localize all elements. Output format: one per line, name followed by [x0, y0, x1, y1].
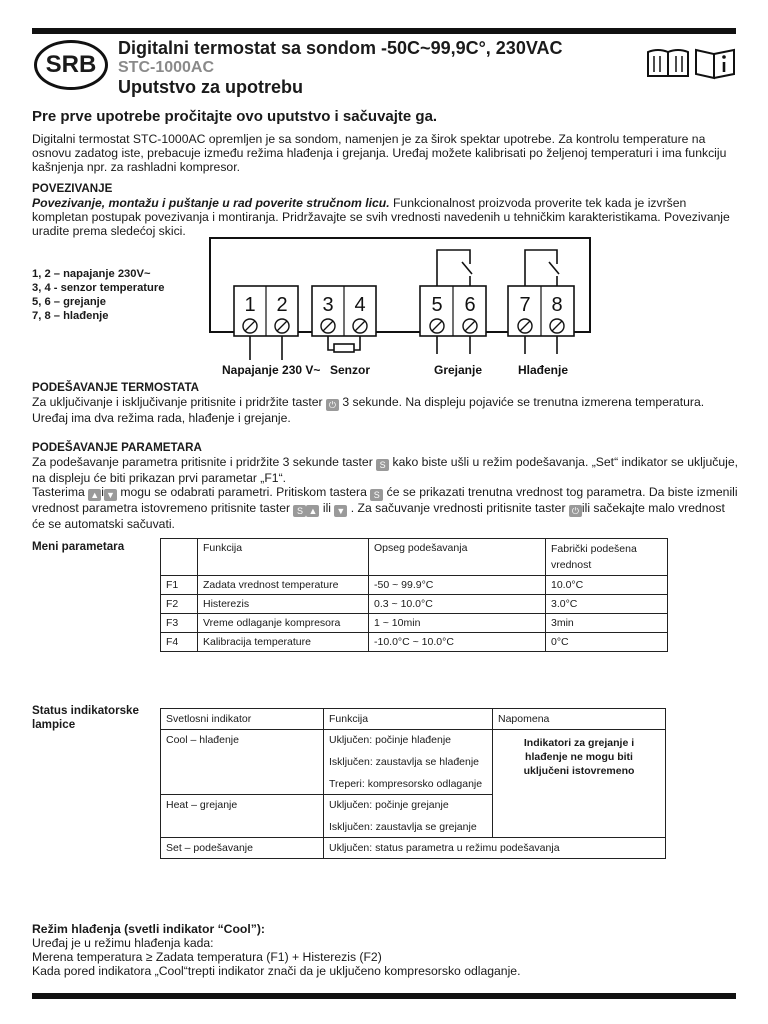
srb-logo: SRB [34, 40, 108, 90]
down-key-icon: ▼ [334, 505, 347, 517]
wiring-heading: POVEZIVANJE [32, 182, 113, 195]
table-cell: 0.3 ~ 10.0°C [369, 595, 546, 614]
table-cell: 10.0°C [546, 576, 668, 595]
table-header: Svetlosni indikator [161, 709, 324, 730]
table-cell: Vreme odlaganje kompresora [198, 614, 369, 633]
power-label: Napajanje 230 V~ [222, 363, 321, 377]
terminal-legend [32, 267, 164, 323]
terminal-number: 6 [464, 294, 476, 316]
cooling-mode-text [32, 936, 520, 978]
set-key-icon: S [376, 459, 389, 471]
parameter-menu-label: Meni parametara [32, 540, 125, 553]
table-header-row [161, 539, 668, 576]
bottom-rule [32, 993, 736, 999]
terminal-number: 4 [354, 294, 366, 316]
table-cell: Zadata vrednost temperature [198, 576, 369, 595]
table-cell: -10.0°C ~ 10.0°C [369, 633, 546, 652]
function-line: Isključen: zaustavlja se grejanje [329, 821, 477, 833]
table-cell: 3.0°C [546, 595, 668, 614]
function-line: Treperi: kompresorsko odlaganje [329, 778, 483, 790]
model-number: STC-1000AC [118, 59, 215, 76]
thermostat-setup-paragraph [32, 395, 740, 425]
terminal-number: 1 [244, 294, 256, 316]
document-subtitle: Uputstvo za upotrebu [118, 77, 303, 97]
indicator-name: Set – podešavanje [161, 838, 324, 859]
setup-text: 3 sekunde. Na displeju pojaviće se trenutna izmerena temperatura. Uređaj ima dva režima rada, hlađenje i grejanje. [32, 395, 705, 425]
table-row [161, 730, 666, 795]
parameter-setup-paragraph [32, 455, 740, 531]
param-text: ili [322, 501, 331, 515]
param-text: će se prikazati trenutna vrednost tog parametra. Da biste izmenili vrednost parametra istovremeno pritisnite taster [32, 485, 738, 515]
table-cell: F3 [161, 614, 198, 633]
terminal-number: 8 [551, 294, 563, 316]
manual-icons [644, 44, 740, 80]
terminal-number: 7 [519, 294, 531, 316]
relay-contacts [437, 250, 559, 286]
indicator-name: Cool – hlađenje [161, 730, 324, 795]
wiring-emphasis: Povezivanje, montažu i puštanje u rad poverite stručnom licu. [32, 196, 390, 210]
terminal-number: 2 [276, 294, 288, 316]
table-header: Napomena [493, 709, 666, 730]
legend-item: 3, 4 - senzor temperature [32, 282, 165, 294]
legend-item: 7, 8 – hlađenje [32, 310, 109, 322]
thermostat-setup-heading: PODEŠAVANJE TERMOSTATA [32, 381, 200, 394]
param-text: mogu se odabrati parametri. Pritiskom tastera [120, 485, 367, 499]
indicator-name: Heat – grejanje [161, 795, 324, 838]
indicator-function [324, 795, 493, 838]
down-key-icon: ▼ [104, 489, 117, 501]
param-text: Za podešavanje parametra pritisnite i pridržite 3 sekunde taster [32, 455, 373, 469]
top-rule [32, 28, 736, 34]
table-header: Funkcija [198, 539, 369, 576]
table-cell: F4 [161, 633, 198, 652]
table-header [161, 539, 198, 576]
indicator-function [324, 730, 493, 795]
table-header: Opseg podešavanja [369, 539, 546, 576]
param-text: kako biste ušli u režim podešavanja. „Set“ indikator se uključuje, na displeju će biti prikazan prvi parametar „F1“. [32, 455, 739, 485]
document-title: Digitalni termostat sa sondom -50C~99,9C°, 230VAC [118, 38, 563, 58]
table-cell: 3min [546, 614, 668, 633]
table-cell: Kalibracija temperature [198, 633, 369, 652]
function-line: Isključen: zaustavlja se hlađenje [329, 756, 480, 768]
set-key-icon: S [370, 489, 383, 501]
heating-label: Grejanje [434, 363, 483, 377]
function-line: Uključen: počinje grejanje [329, 799, 449, 811]
cooling-mode-heading: Režim hlađenja (svetli indikator “Cool”): [32, 922, 265, 936]
setup-text: Za uključivanje i isključivanje pritisnite i pridržite taster [32, 395, 323, 409]
cooling-mode-line: Uređaj je u režimu hlađenja kada: [32, 936, 214, 950]
cooling-mode-line: Kada pored indikatora „Cool“trepti indikator znači da je uključeno kompresorsko odlaganje. [32, 964, 521, 978]
legend-item: 1, 2 – napajanje 230V~ [32, 268, 151, 280]
table-row [161, 576, 668, 595]
table-cell: F1 [161, 576, 198, 595]
parameter-table [160, 538, 668, 652]
table-row [161, 614, 668, 633]
cooling-label: Hlađenje [518, 363, 569, 377]
table-header-row [161, 709, 666, 730]
manual-book-icon [648, 50, 688, 76]
up-key-icon: ▲ [88, 489, 101, 501]
wiring-paragraph [32, 196, 740, 238]
info-manual-icon [696, 50, 734, 78]
parameter-setup-heading: PODEŠAVANJE PARAMETARA [32, 441, 202, 454]
intro-paragraph: Digitalni termostat STC-1000AC opremljen je sa sondom, namenjen je za širok spektar upotrebe. Za kontrolu temperature na osnovu zadatog iste, prebacuje između režima hlađenja i grejanja. Uređaj možete kalibrisati po željenoj temperaturi i ima funkciju kašnjenja npr. za rashladni kompresor. [32, 132, 727, 174]
table-cell: Histerezis [198, 595, 369, 614]
wiring-diagram [200, 234, 600, 382]
set-key-icon: S [293, 505, 306, 517]
table-header: Fabrički podešena vrednost [546, 539, 668, 576]
legend-item: 5, 6 – grejanje [32, 296, 107, 308]
table-cell: 1 ~ 10min [369, 614, 546, 633]
terminal-number: 5 [431, 294, 443, 316]
param-text: . Za sačuvanje vrednosti pritisnite taster [350, 501, 566, 515]
lead-instruction: Pre prve upotrebe pročitajte ovo uputstvo i sačuvajte ga. [32, 108, 438, 125]
indicator-note: Indikatori za grejanje i hlađenje ne mogu biti uključeni istovremeno [493, 730, 666, 838]
table-row [161, 595, 668, 614]
function-line: Uključen: počinje hlađenje [329, 734, 451, 746]
param-text: Tasterima [32, 485, 85, 499]
status-table [160, 708, 666, 859]
table-row [161, 633, 668, 652]
sensor-label: Senzor [330, 363, 371, 377]
table-cell: -50 ~ 99.9°C [369, 576, 546, 595]
indicator-function: Uključen: status parametra u režimu podešavanja [324, 838, 666, 859]
up-key-icon: ▲ [306, 505, 319, 517]
status-label: Status indikatorske lampice [32, 704, 139, 731]
power-key-icon: ⏻ [326, 399, 339, 411]
table-cell: F2 [161, 595, 198, 614]
terminal-number: 3 [322, 294, 334, 316]
table-cell: 0°C [546, 633, 668, 652]
cooling-mode-line: Merena temperatura ≥ Zadata temperatura (F1) + Histerezis (F2) [32, 950, 382, 964]
param-text: ili sačekajte malo vrednost će se automatski sačuvati. [32, 501, 725, 531]
table-header: Funkcija [324, 709, 493, 730]
table-row [161, 838, 666, 859]
wiring-text: Funkcionalnost proizvoda proverite tek kada je izvršen kompletan postupak povezivanja i montiranja. Pridržavajte se svih vrednosti navedenih u tehničkim karakteristikama. Povezivanje uradite prema sledećoj skici. [32, 196, 730, 238]
power-key-icon: ⏻ [569, 505, 582, 517]
param-text: i [101, 485, 104, 499]
